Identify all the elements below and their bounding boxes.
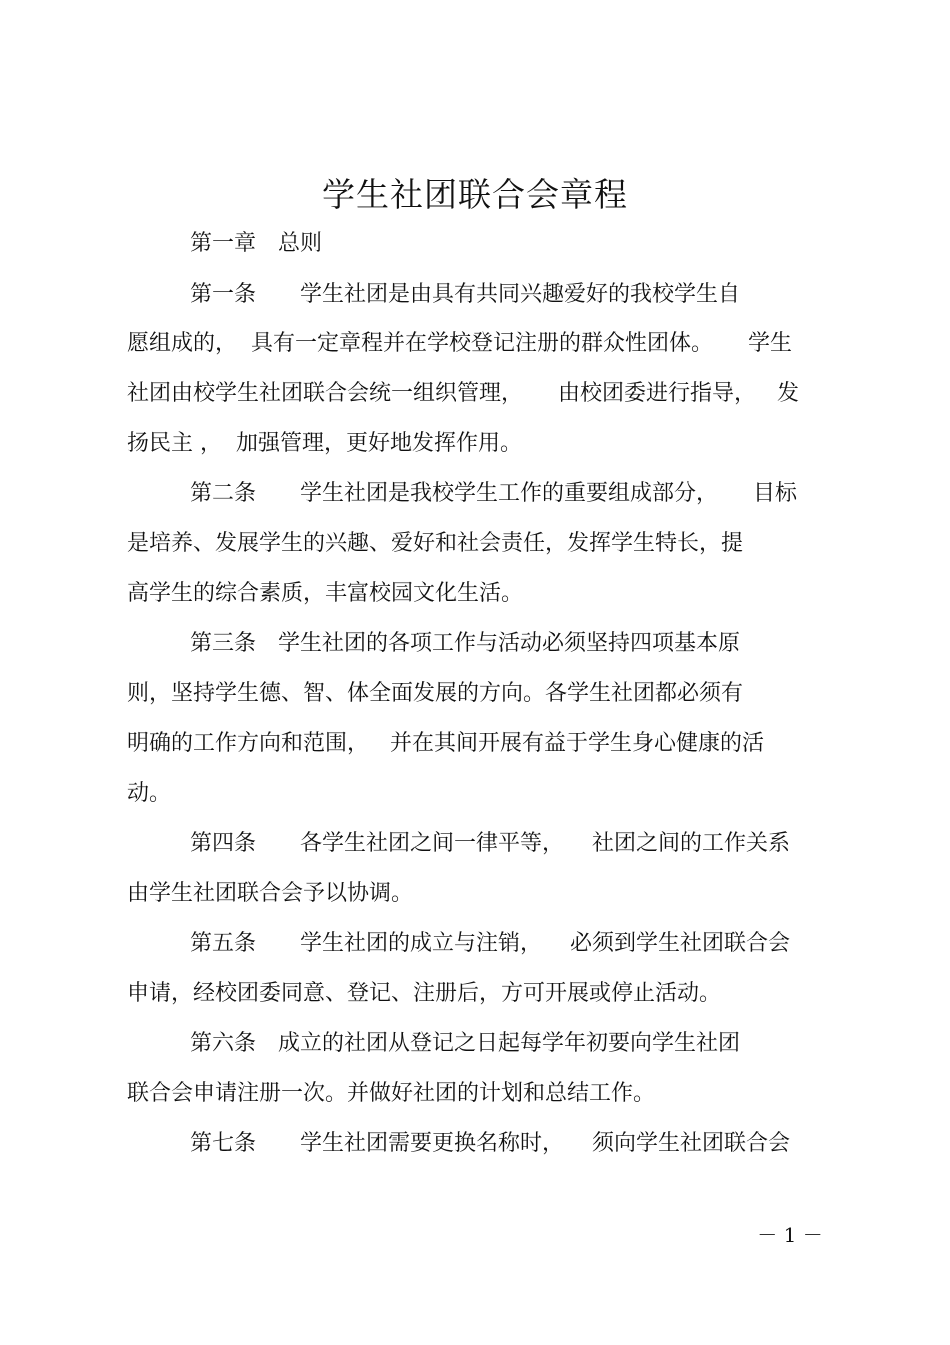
paragraph-line: 第三条 学生社团的各项工作与活动必须坚持四项基本原 [190,631,741,656]
paragraph-line: 扬民主 ， 加强管理，更好地发挥作用。 [127,431,522,456]
paragraph-line: 由学生社团联合会予以协调。 [127,881,414,906]
paragraph-line: 第一条 学生社团是由具有共同兴趣爱好的我校学生自 [190,282,741,307]
paragraph-line: 社团由校学生社团联合会统一组织管理， 由校团委进行指导， 发 [127,381,799,406]
chapter-heading: 第一章 总则 [190,231,323,256]
paragraph-line: 明确的工作方向和范围， 并在其间开展有益于学生身心健康的活 [127,731,764,756]
paragraph-line: 第五条 学生社团的成立与注销， 必须到学生社团联合会 [190,931,790,956]
paragraph-line: 动。 [127,781,172,806]
paragraph-line: 第四条 各学生社团之间一律平等， 社团之间的工作关系 [190,831,790,856]
paragraph-line: 联合会申请注册一次。并做好社团的计划和总结工作。 [127,1081,656,1106]
paragraph-line: 第六条 成立的社团从登记之日起每学年初要向学生社团 [190,1031,741,1056]
page-number: － 1 － [757,1223,823,1247]
paragraph-line: 是培养、发展学生的兴趣、爱好和社会责任，发挥学生特长，提 [127,531,744,556]
paragraph-line: 则，坚持学生德、智、体全面发展的方向。各学生社团都必须有 [127,681,744,706]
document-title: 学生社团联合会章程 [322,175,628,214]
paragraph-line: 申请，经校团委同意、登记、注册后，方可开展或停止活动。 [127,981,722,1006]
paragraph-line: 愿组成的， 具有一定章程并在学校登记注册的群众性团体。 学生 [127,331,792,356]
paragraph-line: 第七条 学生社团需要更换名称时， 须向学生社团联合会 [190,1131,790,1156]
paragraph-line: 高学生的综合素质，丰富校园文化生活。 [127,581,524,606]
paragraph-line: 第二条 学生社团是我校学生工作的重要组成部分， 目标 [190,481,797,506]
